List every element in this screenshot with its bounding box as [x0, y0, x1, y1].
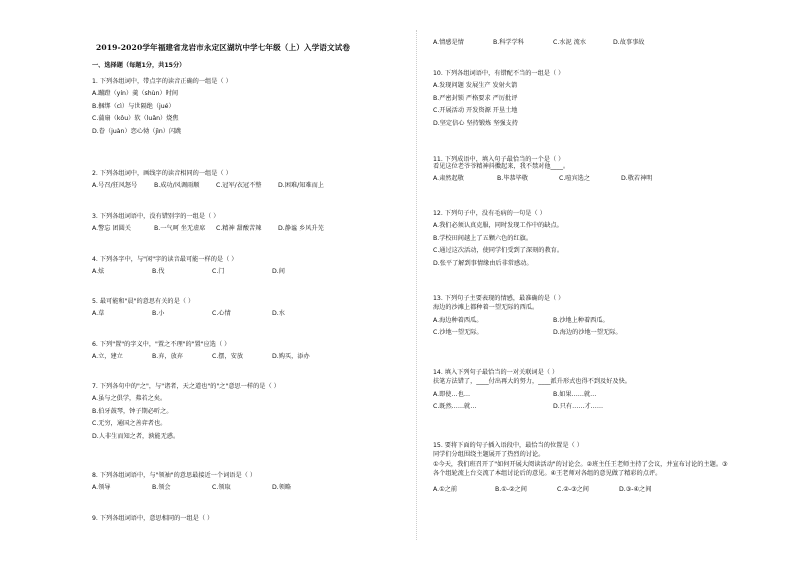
option-a[interactable]: A.立，建立 — [92, 353, 123, 361]
option-d[interactable]: D.坚定信心 坚持锻炼 坚强支持 — [433, 119, 518, 127]
question-stem: 13. 下列句子主要表现的情感，最准确的是（ ） — [433, 295, 565, 302]
option-b[interactable]: B.毕恭毕敬 — [497, 174, 528, 182]
question-stem: 9. 下列各组词语中，意思相同的一组是（ ） — [92, 515, 214, 522]
option-a[interactable]: A.警忘 团圆关 — [92, 225, 131, 233]
question-12 — [433, 210, 563, 267]
option-c[interactable]: C.心情 — [212, 310, 231, 318]
option-b[interactable]: B.成功/风调雨顺 — [154, 182, 200, 190]
passage-line-2: 各个组轮流上台交流了本组讨论后的意见。④王老师对各组的意见做了精彩的点评。 — [433, 470, 662, 478]
question-8 — [92, 472, 332, 492]
option-a[interactable]: A.虽与之俱学，弗若之矣。 — [92, 395, 167, 403]
question-9 — [92, 515, 213, 522]
option-b[interactable]: B.沙地上种着西瓜。 — [553, 316, 609, 324]
option-a[interactable]: A.号召/狂风怒号 — [92, 182, 138, 190]
option-a[interactable]: A.领导 — [92, 484, 111, 492]
option-c[interactable]: C.门 — [212, 268, 225, 276]
question-sentence: 看见这位老爷爷精神抖擞起来，我不禁对他____。 — [433, 163, 570, 171]
question-stem: 10. 下列各组词语中，有错配不当的一组是（ ） — [433, 70, 565, 77]
question-13 — [433, 295, 673, 337]
question-stem: 5. 最可能和"晨"的意思有关的是（ ） — [92, 298, 195, 305]
passage-line-1: ①今天，我们班召开了"如何开展大阅读活动"的讨论会。②班主任王老师主持了会议，并宣布讨论的主题。③ — [433, 460, 728, 468]
option-d[interactable]: D.只有……才…… — [553, 403, 604, 411]
option-c[interactable]: C.领取 — [212, 484, 231, 492]
option-a[interactable]: A.肃然起敬 — [433, 174, 464, 182]
option-d[interactable]: D.敬若神明 — [621, 174, 653, 182]
question-stem: 3. 下列各组词语中，没有错别字的一组是（ ） — [92, 213, 220, 220]
option-b[interactable]: B.科学学科 — [493, 39, 524, 46]
question-stem: 4. 下列各字中，与"闲"字的读音最可能一样的是（ ） — [92, 256, 238, 263]
option-d[interactable]: D.人非生而知之者，孰能无惑。 — [92, 432, 180, 440]
option-d[interactable]: D.购买，添办 — [272, 353, 310, 361]
option-c[interactable]: C.冠军/衣冠不整 — [216, 182, 262, 190]
question-7 — [92, 383, 280, 440]
option-c[interactable]: C.无穷，通国之善弈者也。 — [92, 420, 167, 428]
option-a[interactable]: A.海边种着西瓜。 — [433, 316, 483, 324]
option-a[interactable]: A.我们必须认真克服，同时发现工作中的缺点。 — [433, 222, 563, 230]
option-d[interactable]: D.眷（juàn）恋心恸（jìn）闪跳 — [92, 127, 182, 135]
question-stem: 11. 下列成语中，填入句子最恰当的一个是（ ） — [433, 156, 565, 163]
option-b[interactable]: B.捆绑（cì）与世隔绝（jué） — [92, 102, 175, 110]
question-11 — [433, 156, 652, 182]
option-a[interactable]: A.发现问题 发展生产 发射火箭 — [433, 82, 518, 90]
option-a[interactable]: A.草 — [92, 310, 105, 318]
option-b[interactable]: B.小 — [152, 310, 165, 318]
question-15 — [433, 442, 728, 493]
question-stem: 12. 下列句子中，没有毛病的一句是（ ） — [433, 210, 546, 217]
question-4 — [92, 256, 332, 276]
question-2 — [92, 170, 340, 190]
question-9-options — [433, 39, 673, 46]
question-6 — [92, 341, 332, 361]
option-b[interactable]: B.严密封锁 严格要求 严厉批评 — [433, 94, 518, 102]
question-stem: 8. 下列各组词语中，与"领袖"的意思最接近一个词语是（ ） — [92, 472, 257, 479]
question-10 — [433, 70, 564, 127]
option-c[interactable]: C.既然……就… — [433, 403, 477, 411]
option-b[interactable]: B.学校田间越上了五颗六色的红旗。 — [433, 234, 533, 242]
option-d[interactable]: D.水 — [272, 310, 285, 318]
option-b[interactable]: B.一气呵 坐无虚席 — [154, 225, 206, 233]
option-c[interactable]: C.水泥 流水 — [553, 39, 587, 46]
option-a[interactable]: A.蹦蹬（yín）羹（shùn）时间 — [92, 90, 179, 98]
option-c[interactable]: C.蒲扇（kǒu）软（luǎn）烧焦 — [92, 115, 179, 123]
option-c[interactable]: C.②-③之间 — [557, 485, 589, 493]
option-d[interactable]: D.海边的沙地一望无际。 — [553, 329, 622, 337]
option-d[interactable]: D.间 — [272, 268, 285, 276]
option-d[interactable]: D.困难/知难而上 — [278, 182, 324, 190]
option-c[interactable]: C.精神 甜酸苦辣 — [216, 225, 262, 233]
option-d[interactable]: D.领略 — [272, 484, 292, 492]
option-b[interactable]: B.领会 — [152, 484, 171, 492]
option-b[interactable]: B.伐 — [152, 268, 165, 276]
option-b[interactable]: B.伯牙鼓琴，钟子期必听之。 — [92, 407, 173, 415]
question-stem: 6. 下列"置"的字义中，"置之不理"的"置"应选（ ） — [92, 341, 231, 348]
section-heading: 一、选择题（每题1分，共15分） — [92, 62, 186, 69]
question-sentence: 海边的沙滩上都种着一望无际的西瓜。 — [433, 304, 539, 312]
option-c[interactable]: C.沙地一望无际。 — [433, 329, 483, 337]
option-a[interactable]: A.情感是情 — [433, 39, 464, 46]
option-d[interactable]: D.③-④之间 — [619, 485, 652, 493]
question-1 — [92, 78, 232, 135]
option-c[interactable]: C.通过这次活动，使同学们受到了深刻的教育。 — [433, 247, 564, 255]
option-c[interactable]: C.摆，安放 — [212, 353, 244, 361]
question-sentence: 扶笔方法错了，____付出再大的努力，____派升形式也得不到及好及快。 — [433, 378, 631, 386]
option-d[interactable]: D.故事事故 — [613, 39, 645, 46]
option-b[interactable]: B.如果……就… — [553, 390, 597, 398]
option-d[interactable]: D.静谧 乡风升芜 — [278, 225, 324, 233]
option-b[interactable]: B.①-②之间 — [495, 485, 527, 493]
option-d[interactable]: D.张平了解到事情缘由后非常感动。 — [433, 259, 533, 267]
insert-sentence: 同学们分组围绕主题展开了热烈的讨论。 — [433, 451, 545, 459]
option-a[interactable]: A.即使…也… — [433, 390, 471, 398]
option-a[interactable]: A.炫 — [92, 268, 105, 276]
question-3 — [92, 213, 340, 233]
option-a[interactable]: A.①之前 — [433, 485, 458, 493]
question-stem: 14. 填入下列句子最恰当的一对关联词是（ ） — [433, 369, 559, 376]
option-c[interactable]: C.喧宾选之 — [559, 174, 591, 182]
question-14 — [433, 369, 673, 411]
question-stem: 1. 下列各组词中，带点字的读音正确的一组是（ ） — [92, 78, 232, 85]
column-divider — [416, 30, 417, 540]
question-stem: 2. 下列各组词中，画线字的读音相同的一组是（ ） — [92, 170, 232, 177]
question-stem: 7. 下列各句中的"之"，与"诸者，天之道也"的"之"意思一样的是（ ） — [92, 383, 280, 390]
option-b[interactable]: B.弃，放弃 — [152, 353, 183, 361]
option-c[interactable]: C.开展活动 开发资源 开垦土地 — [433, 107, 518, 115]
exam-title: 2019-2020学年福建省龙岩市永定区湖坑中学七年级（上）入学语文试卷 — [96, 43, 351, 52]
question-5 — [92, 298, 332, 318]
question-stem: 15. 要将下面的句子插入语段中，最恰当的位置是（ ） — [433, 442, 583, 449]
